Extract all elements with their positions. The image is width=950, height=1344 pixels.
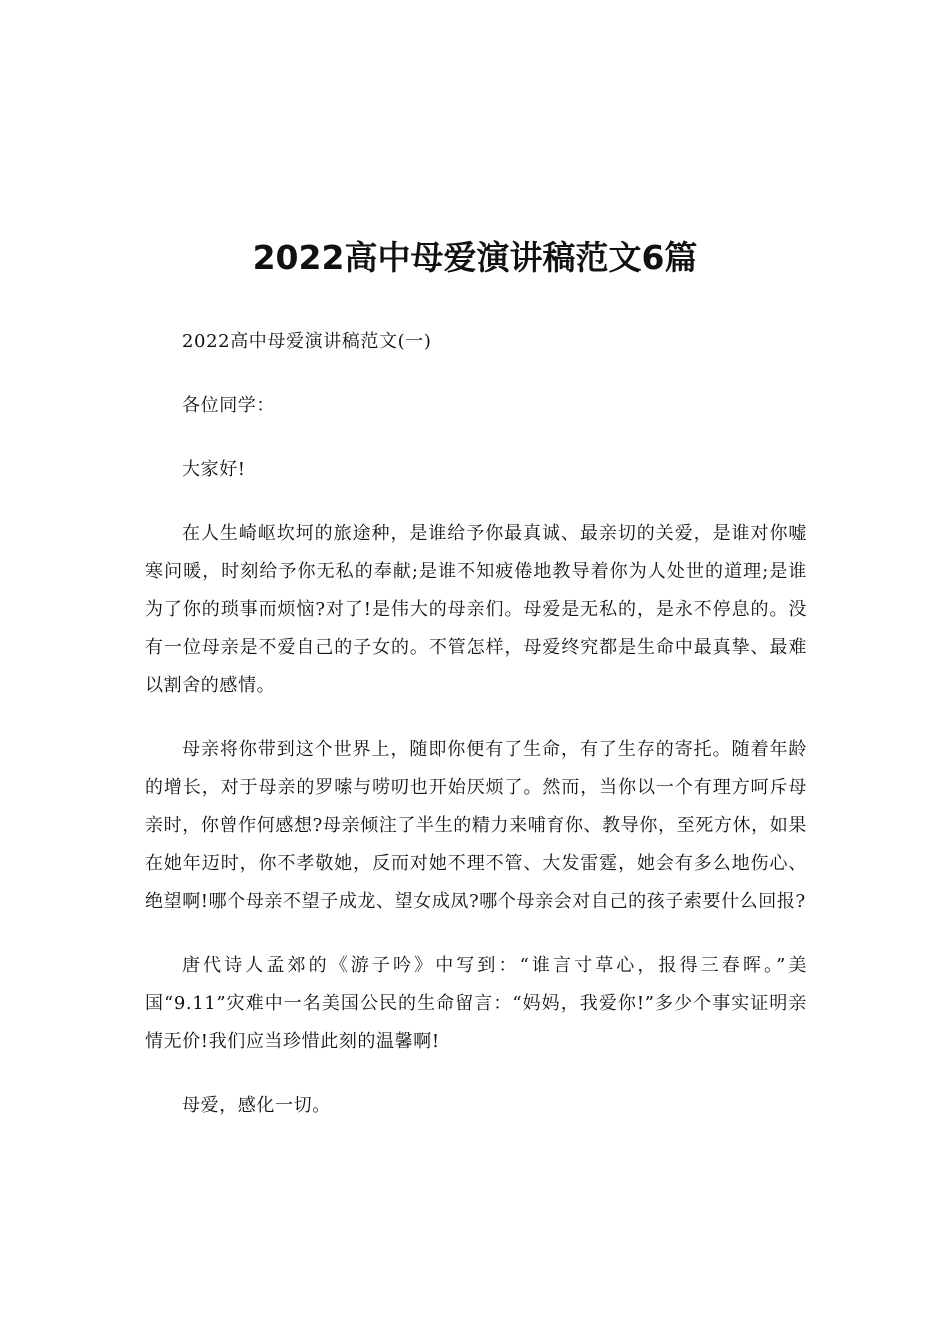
salutation-paragraph: 各位同学： (182, 395, 275, 416)
greeting-paragraph: 大家好! (182, 459, 246, 480)
document-body (145, 323, 807, 1151)
subtitle-paragraph: 2022高中母爱演讲稿范文(一) (182, 331, 432, 352)
body-paragraph: 母爱，感化一切。 (182, 1095, 331, 1116)
body-paragraph: 唐代诗人孟郊的《游子吟》中写到：“谁言寸草心，报得三春晖。”美国“9.11”灾难中一名美国公民的生命留言：“妈妈，我爱你!”多少个事实证明亲情无价!我们应当珍惜此刻的温馨啊! (145, 955, 807, 1052)
body-paragraph: 母亲将你带到这个世界上，随即你便有了生命，有了生存的寄托。随着年龄的增长，对于母亲的罗嗦与唠叨也开始厌烦了。然而，当你以一个有理方呵斥母亲时，你曾作何感想?母亲倾注了半生的精力来哺育你、教导你，至死方休，如果在她年迈时，你不孝敬她，反而对她不理不管、大发雷霆，她会有多么地伤心、绝望啊!哪个母亲不望子成龙、望女成凤?哪个母亲会对自己的孩子索要什么回报? (145, 739, 807, 912)
body-paragraph: 在人生崎岖坎坷的旅途种，是谁给予你最真诚、最亲切的关爱，是谁对你嘘寒问暖，时刻给予你无私的奉献;是谁不知疲倦地教导着你为人处世的道理;是谁为了你的琐事而烦恼?对了!是伟大的母亲们。母爱是无私的，是永不停息的。没有一位母亲是不爱自己的子女的。不管怎样，母爱终究都是生命中最真挚、最难以割舍的感情。 (145, 523, 807, 696)
document-title: 2022高中母爱演讲稿范文6篇 (252, 238, 698, 277)
